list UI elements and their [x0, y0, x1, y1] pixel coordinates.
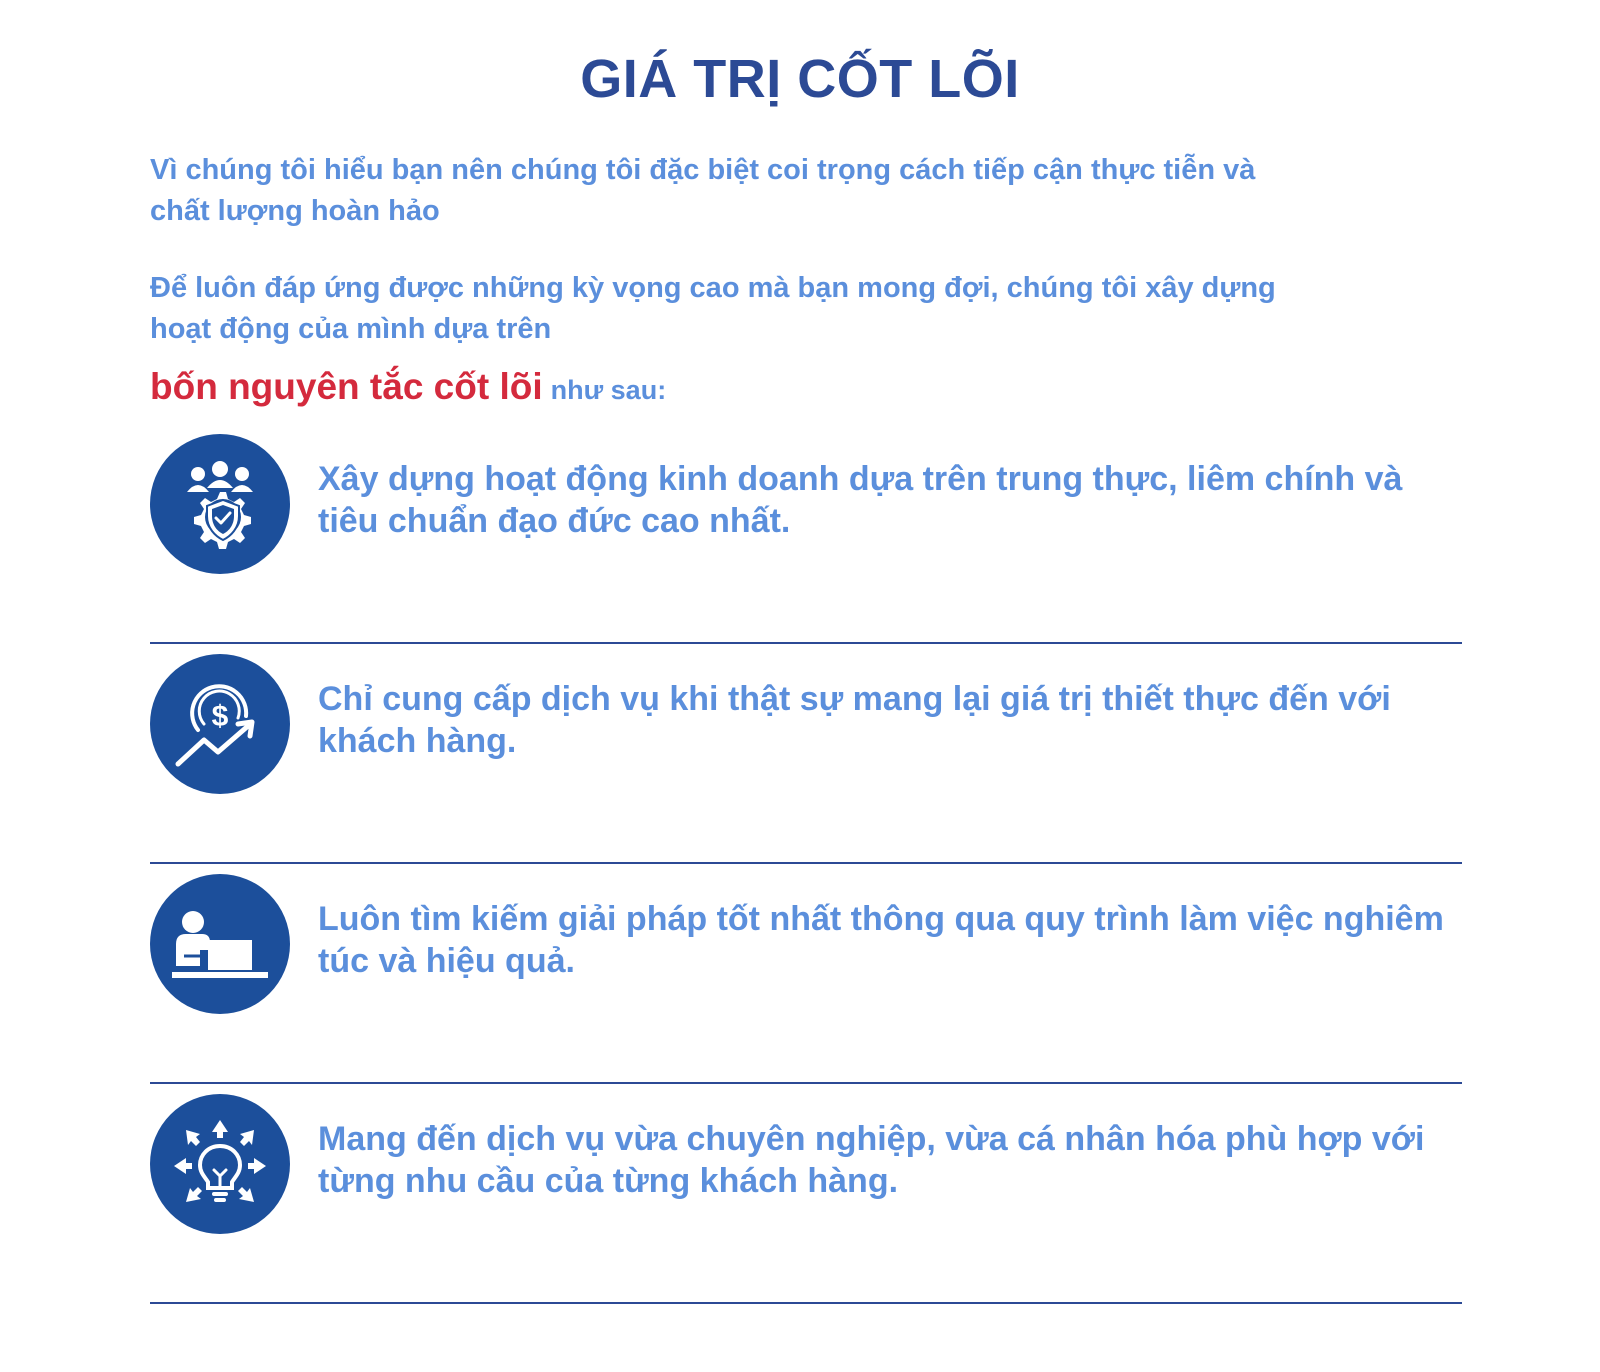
value-item	[150, 420, 1462, 644]
page-title: GIÁ TRỊ CỐT LÕI	[580, 49, 1020, 109]
core-principles-emphasis: bốn nguyên tắc cốt lõi	[150, 366, 543, 407]
person-laptop-icon	[150, 874, 290, 1014]
value-text: Mang đến dịch vụ vừa chuyên nghiệp, vừa cá nhân hóa phù hợp với từng nhu cầu của từng khách hàng.	[318, 1120, 1425, 1200]
intro-paragraph-1: Vì chúng tôi hiểu bạn nên chúng tôi đặc biệt coi trọng cách tiếp cận thực tiễn và chất lượng hoàn hảo	[150, 154, 1256, 227]
value-text: Xây dựng hoạt động kinh doanh dựa trên trung thực, liêm chính và tiêu chuẩn đạo đức cao nhất.	[318, 460, 1403, 540]
dollar-growth-icon	[150, 654, 290, 794]
intro-paragraph-2: Để luôn đáp ứng được những kỳ vọng cao mà bạn mong đợi, chúng tôi xây dựng hoạt động của mình dựa trên	[150, 272, 1276, 345]
svg-text:$: $	[211, 700, 229, 733]
divider	[150, 1302, 1462, 1304]
team-shield-gear-icon	[150, 434, 290, 574]
value-text: Luôn tìm kiếm giải pháp tốt nhất thông qua quy trình làm việc nghiêm túc và hiệu quả.	[318, 900, 1444, 980]
value-item	[150, 1080, 1462, 1304]
core-principles-tail: như sau:	[550, 375, 667, 405]
value-item	[150, 860, 1462, 1084]
value-text: Chỉ cung cấp dịch vụ khi thật sự mang lại giá trị thiết thực đến với khách hàng.	[318, 680, 1391, 760]
value-item	[150, 640, 1462, 864]
core-principles-line	[150, 362, 666, 420]
lightbulb-arrows-icon	[150, 1094, 290, 1234]
